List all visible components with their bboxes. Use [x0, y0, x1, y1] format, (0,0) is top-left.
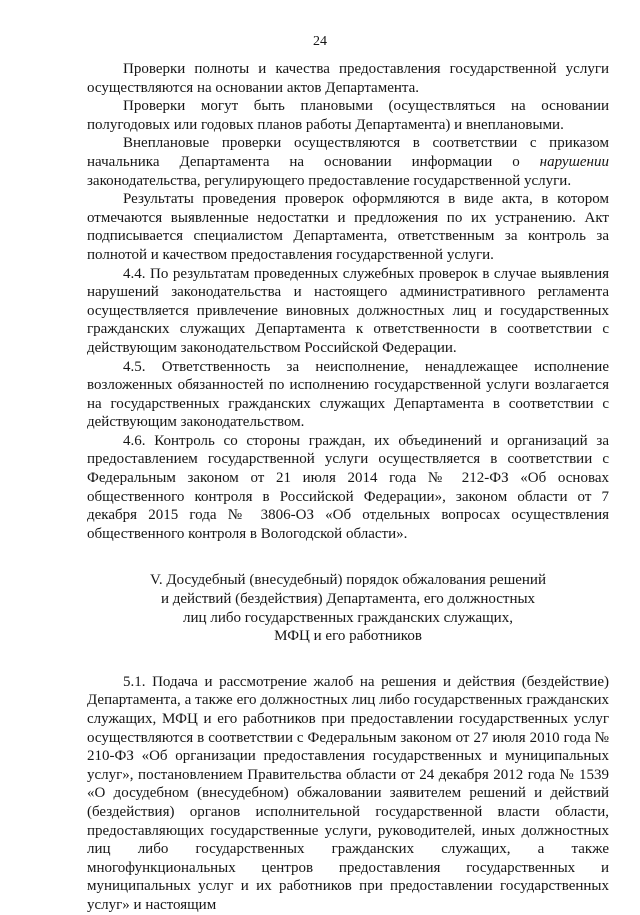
paragraph: Результаты проведения проверок оформляются в виде акта, в котором отмечаются выявленные недостатки и предложения по их устранению. Акт подписывается специалистом Департамента, ответственным за контроль за полнотой и качеством предоставления государственной услуги. — [87, 191, 609, 263]
section-heading-line: V. Досудебный (внесудебный) порядок обжалования решений — [150, 572, 546, 589]
paragraph: Проверки могут быть плановыми (осуществляться на основании полугодовых или годовых планов работы Департамента) и внеплановыми. — [87, 98, 609, 133]
paragraph-text: законодательства, регулирующего предоставление государственной услуги. — [87, 172, 572, 189]
paragraph-5-1: 5.1. Подача и рассмотрение жалоб на решения и действия (бездействие) Департамента, а также его должностных лиц либо государственных гражданских служащих, МФЦ и его работников при предоставлении государственных услуг осуществляются в соответствии с Федеральным законом от 27 июля 2010 года № 210-ФЗ «Об организации предоставления государственных и муниципальных услуг», постановлением Правительства области от 24 декабря 2012 года № 1539 «О досудебном (внесудебном) обжаловании заявителем решений и действий (бездействия) органов исполнительной государственной власти области, предоставляющих государственные услуги, руководителей, иных должностных лиц либо государственных гражданских служащих, а также многофункциональных центров предоставления государственных и муниципальных услуг и их работников при предоставлении государственных услуг» и настоящим — [87, 673, 609, 913]
section-heading-line: и действий (бездействия) Департамента, его должностных — [160, 591, 536, 608]
paragraph-4-5: 4.5. Ответственность за неисполнение, ненадлежащее исполнение возложенных обязанностей по исполнению государственной услуги возлагается на государственных гражданских служащих Департамента в соответствии с действующим законодательством. — [87, 358, 609, 431]
page-number: 24 — [313, 34, 327, 49]
section-heading-line: МФЦ и его работников — [274, 628, 422, 645]
document-body — [87, 60, 609, 915]
paragraph-4-4: 4.4. По результатам проведенных служебных проверок в случае выявления нарушений законодательства и настоящего административного регламента осуществляется привлечение виновных должностных лиц и государственных гражданских служащих Департамента к ответственности в соответствии с действующим законодательством Российской Федерации. — [87, 265, 609, 356]
italic-word: нарушении — [539, 153, 609, 170]
paragraph-unplanned-inspections — [87, 134, 609, 190]
section-heading-line: лиц либо государственных гражданских служащих, — [183, 609, 513, 626]
section-heading — [87, 571, 609, 645]
paragraph-text: Внеплановые проверки осуществляются в соответствии с приказом начальника Департамента на основании информации о — [87, 135, 609, 170]
paragraph-4-6: 4.6. Контроль со стороны граждан, их объединений и организаций за предоставлением государственной услуги осуществляется в соответствии с Федеральным законом от 21 июля 2014 года № 212-ФЗ «Об основах общественного контроля в Российской Федерации», законом области от 7 декабря 2015 года № 3806-ОЗ «Об отдельных вопросах осуществления общественного контроля в Вологодской области». — [87, 432, 609, 542]
paragraph: Проверки полноты и качества предоставления государственной услуги осуществляются на основании актов Департамента. — [87, 61, 609, 96]
